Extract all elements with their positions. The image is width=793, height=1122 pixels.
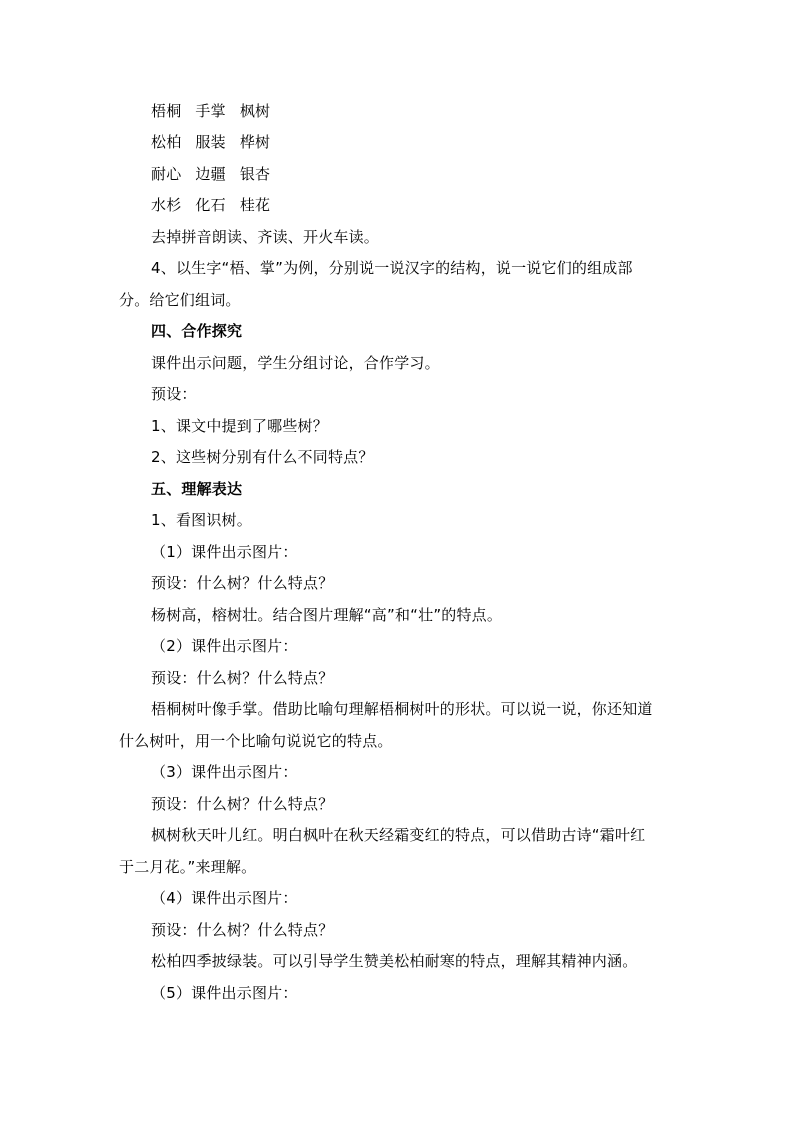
word: 耐心: [151, 165, 182, 183]
question-item: 2、这些树分别有什么不同特点？: [151, 448, 374, 466]
answer-text: 杨树高，榕树壮。结合图片理解“高”和“壮”的特点。: [151, 606, 503, 624]
answer-text-continued: 什么树叶，用一个比喻句说说它的特点。: [119, 732, 393, 750]
word: 手掌: [195, 102, 226, 120]
word: 化石: [195, 196, 226, 214]
word: 银杏: [239, 165, 271, 183]
picture-item: （1）课件出示图片：: [151, 543, 298, 561]
paragraph: 课件出示问题，学生分组讨论，合作学习。: [151, 354, 440, 372]
word-row-4: [151, 195, 284, 215]
section-heading: 五、理解表达: [151, 480, 243, 498]
question-item: 1、课文中提到了哪些树？: [151, 417, 328, 435]
word: 服装: [195, 133, 226, 151]
answer-text: 梧桐树叶像手掌。借助比喻句理解梧桐树叶的形状。可以说一说，你还知道: [151, 700, 653, 718]
picture-item: （3）课件出示图片：: [151, 763, 298, 781]
word-row-3: [151, 164, 284, 184]
preset-question: 预设：什么树？什么特点？: [151, 669, 334, 687]
word-row-2: [151, 132, 284, 152]
preset-question: 预设：什么树？什么特点？: [151, 921, 334, 939]
word-row-1: [151, 101, 284, 121]
word: 梧桐: [151, 102, 182, 120]
word: 桦树: [239, 133, 271, 151]
word: 枫树: [239, 102, 271, 120]
word: 水杉: [151, 196, 182, 214]
word: 边疆: [195, 165, 226, 183]
picture-item: （5）课件出示图片：: [151, 984, 298, 1002]
answer-text: 枫树秋天叶儿红。明白枫叶在秋天经霜变红的特点，可以借助古诗“霜叶红: [151, 826, 646, 844]
item-4-text-continued: 分。给它们组词。: [119, 291, 241, 309]
picture-item: （4）课件出示图片：: [151, 889, 298, 907]
item-4-text: 4、以生字“梧、掌”为例，分别说一说汉字的结构，说一说它们的组成部: [151, 259, 633, 277]
section-heading: 四、合作探究: [151, 322, 243, 340]
answer-text-continued: 于二月花。”来理解。: [119, 858, 257, 876]
answer-text: 松柏四季披绿装。可以引导学生赞美松柏耐寒的特点，理解其精神内涵。: [151, 952, 638, 970]
word: 松柏: [151, 133, 182, 151]
preset-question: 预设：什么树？什么特点？: [151, 795, 334, 813]
reading-instruction: 去掉拼音朗读、齐读、开火车读。: [151, 228, 380, 246]
picture-item: （2）课件出示图片：: [151, 637, 298, 655]
step-item: 1、看图识树。: [151, 511, 252, 529]
word: 桂花: [239, 196, 271, 214]
preset-label: 预设：: [151, 385, 197, 403]
preset-question: 预设：什么树？什么特点？: [151, 574, 334, 592]
